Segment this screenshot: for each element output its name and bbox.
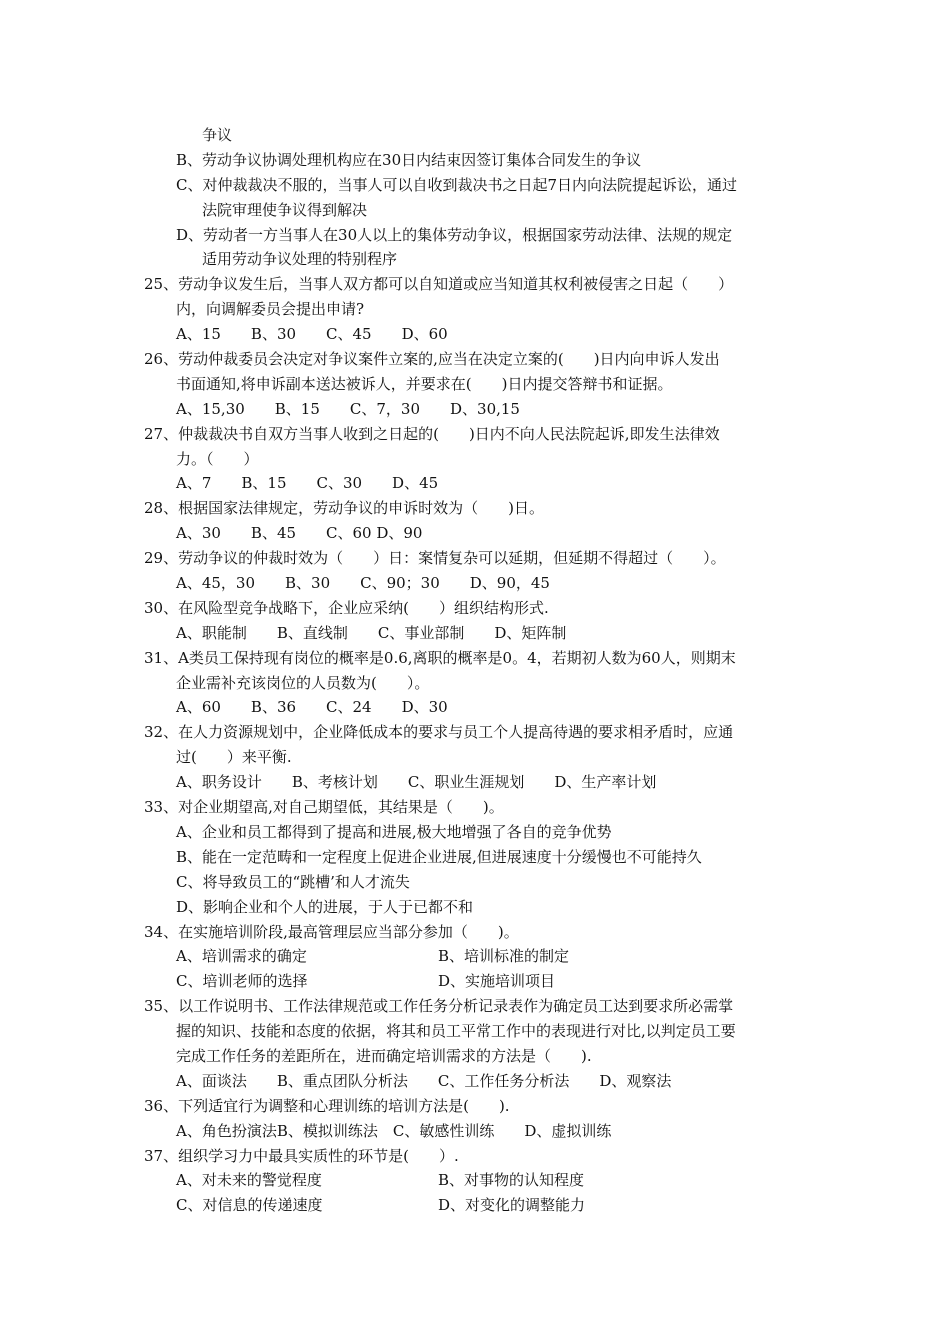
options-row: A、职能制 B、直线制 C、事业部制 D、矩阵制: [176, 623, 567, 642]
question-continuation: 过( ）来平衡.: [176, 748, 292, 767]
options-row: A、30 B、45 C、60 D、90: [176, 524, 423, 543]
option-c: C、将导致员工的“跳槽’和人才流失: [176, 872, 410, 891]
question-continuation: 力。（ ）: [176, 449, 259, 468]
question-28: 28、根据国家法律规定，劳动争议的申诉时效为（ )日。: [144, 499, 544, 518]
options-row: A、面谈法 B、重点团队分析法 C、工作任务分析法 D、观察法: [176, 1071, 672, 1090]
options-row: A、15 B、30 C、45 D、60: [176, 325, 448, 344]
option-continuation: 适用劳动争议处理的特别程序: [202, 250, 398, 269]
option-d: D、影响企业和个人的进展，于人于已都不和: [176, 897, 474, 916]
options-row: [144, 944, 814, 969]
question-29: 29、劳动争议的仲裁时效为（ ）日：案情复杂可以延期，但延期不得超过（ ）。: [144, 549, 726, 568]
question-35: 35、以工作说明书、工作法律规范或工作任务分析记录表作为确定员工达到要求所必需掌: [144, 997, 734, 1016]
option-b: B、劳动争议协调处理机构应在30日内结束因签订集体合同发生的争议: [176, 150, 642, 169]
options-row: A、45，30 B、30 C、90；30 D、90，45: [176, 574, 550, 593]
question-continuation: 书面通知,将申诉副本送达被诉人，并要求在( )日内提交答辩书和证据。: [176, 374, 673, 393]
options-row: A、60 B、36 C、24 D、30: [176, 698, 448, 717]
question-27: 27、仲裁裁决书自双方当事人收到之日起的( )日内不向人民法院起诉,即发生法律效: [144, 424, 720, 443]
question-continuation: 握的知识、技能和态度的依据，将其和员工平常工作中的表现进行对比,以判定员工要: [176, 1022, 736, 1041]
option-a: A、培训需求的确定: [176, 947, 307, 966]
question-32: 32、在人力资源规划中，企业降低成本的要求与员工个人提高待遇的要求相矛盾时，应通: [144, 723, 734, 742]
option-c: C、对信息的传递速度: [176, 1196, 323, 1215]
options-row: A、15,30 B、15 C、7，30 D、30,15: [176, 399, 520, 418]
question-34: 34、在实施培训阶段,最高管理层应当部分参加（ )。: [144, 922, 519, 941]
option-b: B、对事物的认知程度: [438, 1171, 585, 1190]
question-26: 26、劳动仲裁委员会决定对争议案件立案的,应当在决定立案的( )日内向申诉人发出: [144, 350, 720, 369]
option-b: B、能在一定范畴和一定程度上促进企业进展,但进展速度十分缓慢也不可能持久: [176, 847, 702, 866]
option-d: D、对变化的调整能力: [438, 1196, 586, 1215]
question-continuation: 内，向调解委员会提出申请?: [176, 300, 365, 319]
option-continuation: 争议: [202, 126, 233, 144]
option-d: D、劳动者一方当事人在30人以上的集体劳动争议，根据国家劳动法律、法规的规定: [176, 225, 733, 244]
option-c: C、培训老师的选择: [176, 972, 308, 991]
question-continuation: 企业需补充该岗位的人员数为( ）。: [176, 673, 430, 692]
options-row: [144, 1193, 814, 1218]
options-row: A、角色扮演法B、模拟训练法 C、敏感性训练 D、虚拟训练: [176, 1121, 612, 1140]
question-31: 31、A类员工保持现有岗位的概率是0.6,离职的概率是0。4，若期初人数为60人，则期末: [144, 648, 736, 667]
question-33: 33、对企业期望高,对自己期望低，其结果是（ )。: [144, 798, 504, 817]
question-37: 37、组织学习力中最具实质性的环节是( ）.: [144, 1146, 459, 1165]
options-row: A、7 B、15 C、30 D、45: [176, 474, 439, 493]
option-d: D、实施培训项目: [438, 972, 556, 991]
question-25: 25、劳动争议发生后，当事人双方都可以自知道或应当知道其权利被侵害之日起（ ）: [144, 275, 734, 294]
option-b: B、培训标准的制定: [438, 947, 570, 966]
options-row: [144, 969, 814, 994]
question-36: 36、下列适宜行为调整和心理训练的培训方法是( ).: [144, 1096, 510, 1115]
question-30: 30、在风险型竞争战略下，企业应采纳( ）组织结构形式.: [144, 598, 549, 617]
option-continuation: 法院审理使争议得到解决: [202, 200, 368, 219]
question-continuation: 完成工作任务的差距所在，进而确定培训需求的方法是（ ).: [176, 1046, 592, 1065]
option-a: A、企业和员工都得到了提高和进展,极大地增强了各自的竞争优势: [176, 822, 612, 841]
exam-questions: [144, 123, 814, 1218]
option-c: C、对仲裁裁决不服的，当事人可以自收到裁决书之日起7日内向法院提起诉讼，通过: [176, 175, 738, 194]
options-row: A、职务设计 B、考核计划 C、职业生涯规划 D、生产率计划: [176, 773, 657, 792]
options-row: [144, 1168, 814, 1193]
option-a: A、对未来的警觉程度: [176, 1171, 322, 1190]
